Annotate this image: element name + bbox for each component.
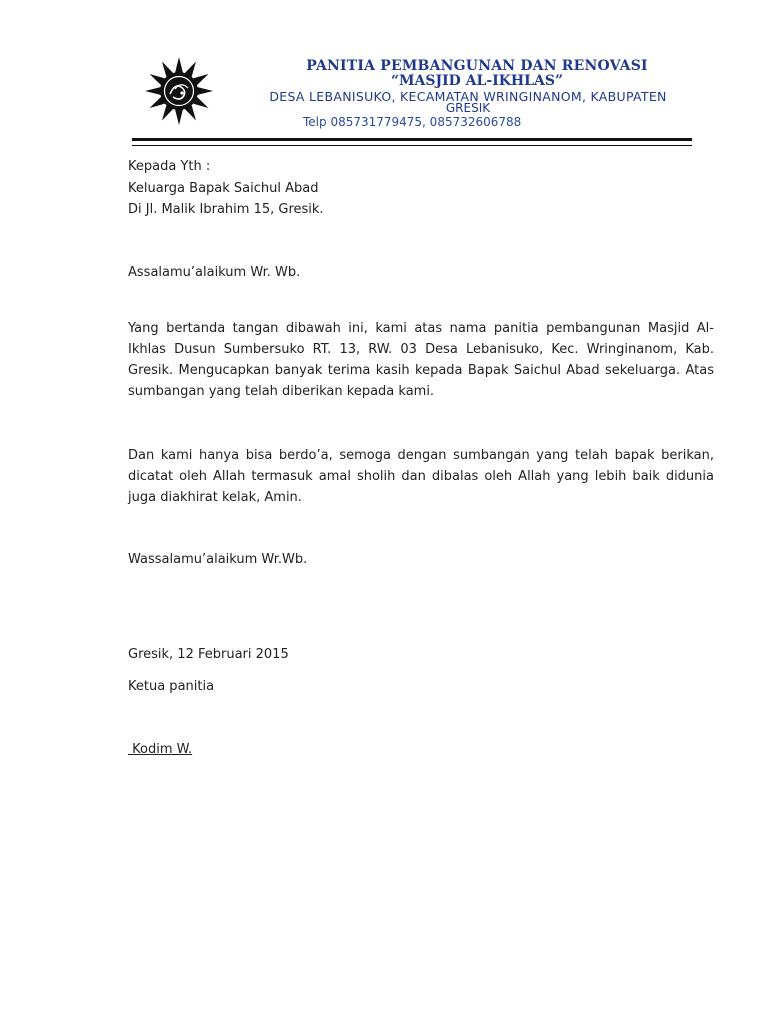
recipient-to: Kepada Yth : <box>128 159 211 174</box>
letterhead-address: DESA LEBANISUKO, KECAMATAN WRINGINANOM, KABUPATEN <box>269 89 667 104</box>
signer-name: Kodim W. <box>128 742 193 757</box>
recipient-address: Di Jl. Malik Ibrahim 15, Gresik. <box>128 202 324 217</box>
letterhead-phone: Telp 085731779475, 085732606788 <box>303 115 522 129</box>
body-paragraph-1: Yang bertanda tangan dibawah ini, kami atas nama panitia pembangunan Masjid Al-Ikhlas Dusun Sumbersuko RT. 13, RW. 03 Desa Lebanisuko, Kec. Wringinanom, Kab. Gresik. Mengucapkan banyak terima kasih kepada Bapak Saichul Abad sekeluarga. Atas sumbangan yang telah diberikan kepada kami. <box>128 321 714 399</box>
sun-emblem-icon <box>144 56 214 126</box>
body-paragraph-2: Dan kami hanya bisa berdo’a, semoga dengan sumbangan yang telah bapak berikan, dicatat oleh Allah termasuk amal sholih dan dibalas oleh Allah yang lebih baik didunia juga diakhirat kelak, Amin. <box>128 448 714 505</box>
letterhead-mosque-name: “MASJID AL-IKHLAS” <box>390 73 564 89</box>
letterhead-city: GRESIK <box>445 101 491 115</box>
closing: Wassalamu’alaikum Wr.Wb. <box>128 552 308 567</box>
greeting: Assalamu’alaikum Wr. Wb. <box>128 265 301 280</box>
letterhead-title: PANITIA PEMBANGUNAN DAN RENOVASI <box>306 58 648 74</box>
recipient-name: Keluarga Bapak Saichul Abad <box>128 181 319 196</box>
header-divider-thick <box>132 138 692 141</box>
header-divider-thin <box>132 145 692 146</box>
signer-title: Ketua panitia <box>128 679 215 694</box>
place-date: Gresik, 12 Februari 2015 <box>128 647 289 662</box>
